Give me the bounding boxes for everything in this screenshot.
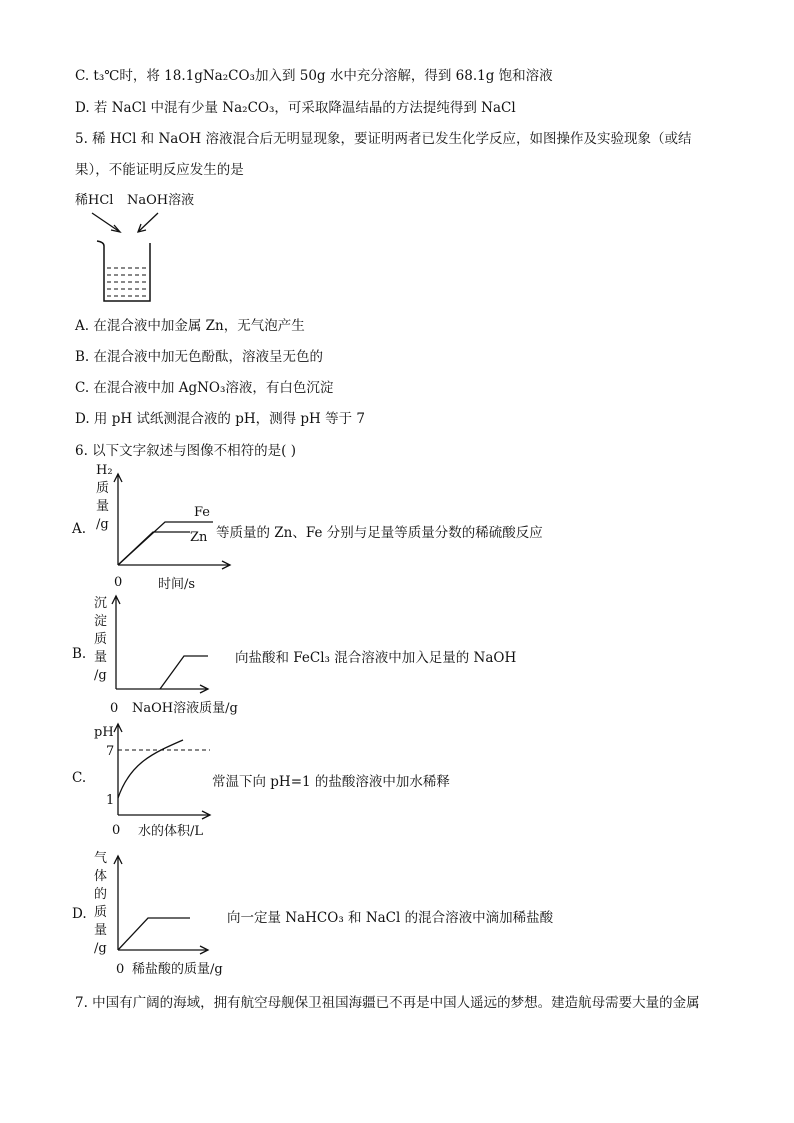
graph-a-series-fe: Fe	[194, 505, 211, 520]
graph-c-tick-7: 7	[106, 744, 115, 759]
q5-option-a: A. 在混合液中加金属 Zn，无气泡产生	[75, 318, 305, 334]
graph-c-ylabel: pH	[94, 725, 114, 740]
graph-b-option: B.	[72, 646, 87, 662]
label-dilute-hcl: 稀HCl	[75, 193, 114, 208]
question-6: 6. 以下文字叙述与图像不相符的是( )	[75, 443, 296, 459]
graph-b	[88, 590, 248, 720]
beaker-outline	[97, 241, 150, 301]
q5-option-d: D. 用 pH 试纸测混合液的 pH，测得 pH 等于 7	[75, 411, 366, 427]
arrow-hcl	[92, 213, 120, 232]
question-5-line-2: 果），不能证明反应发生的是	[75, 162, 244, 178]
graph-c-option: C.	[72, 770, 87, 786]
graph-c-tick-1: 1	[106, 793, 115, 808]
graph-a-ylabel-3: 量	[96, 499, 110, 514]
graph-b-ylabel-4: 量	[94, 650, 108, 665]
graph-d-line-gas	[118, 918, 190, 950]
graph-b-origin: 0	[110, 701, 119, 716]
q5-option-c: C. 在混合液中加 AgNO₃溶液，有白色沉淀	[75, 380, 334, 396]
graph-a-line-zn	[118, 532, 190, 565]
graph-d-caption: 向一定量 NaHCO₃ 和 NaCl 的混合溶液中滴加稀盐酸	[227, 910, 554, 926]
q5-option-b: B. 在混合液中加无色酚酞，溶液呈无色的	[75, 349, 324, 365]
graph-d-xlabel: 稀盐酸的质量/g	[132, 962, 223, 977]
graph-d-ylabel-1: 气	[94, 851, 108, 866]
graph-c-xlabel: 水的体积/L	[138, 824, 204, 839]
option-d-q4: D. 若 NaCl 中混有少量 Na₂CO₃，可采取降温结晶的方法提纯得到 NaCl	[75, 100, 516, 116]
graph-b-ylabel-2: 淀	[94, 614, 108, 629]
graph-d-ylabel-2: 体	[94, 869, 108, 884]
graph-a-caption: 等质量的 Zn、Fe 分别与足量等质量分数的稀硫酸反应	[216, 525, 543, 541]
graph-c-ph-curve	[118, 740, 183, 798]
graph-b-ylabel-3: 质	[94, 632, 108, 647]
graph-d-option: D.	[72, 906, 87, 922]
graph-a-xlabel: 时间/s	[158, 577, 196, 592]
graph-d-origin: 0	[116, 962, 125, 977]
graph-a-origin: 0	[114, 575, 123, 590]
graph-b-ylabel-5: /g	[94, 668, 107, 683]
graph-d-ylabel-5: 量	[94, 923, 108, 938]
graph-b-xlabel: NaOH溶液质量/g	[132, 701, 238, 716]
graph-b-ylabel-1: 沉	[94, 596, 108, 611]
arrow-naoh	[138, 213, 158, 232]
graph-a-ylabel-4: /g	[96, 517, 109, 532]
graph-b-caption: 向盐酸和 FeCl₃ 混合溶液中加入足量的 NaOH	[235, 650, 517, 666]
graph-d-ylabel-3: 的	[94, 887, 108, 902]
graph-a-series-zn: Zn	[190, 530, 208, 545]
graph-c	[88, 718, 228, 840]
graph-d-ylabel-6: /g	[94, 941, 107, 956]
option-c-q4: C. t₃℃时，将 18.1gNa₂CO₃加入到 50g 水中充分溶解，得到 68.1g 饱和溶液	[75, 68, 553, 84]
graph-a-ylabel-2: 质	[96, 481, 110, 496]
graph-a-option: A.	[72, 521, 87, 537]
beaker-figure	[70, 188, 210, 308]
graph-c-caption: 常温下向 pH=1 的盐酸溶液中加水稀释	[212, 774, 450, 790]
graph-b-line-precipitate	[160, 656, 208, 689]
question-7: 7. 中国有广阔的海域，拥有航空母舰保卫祖国海疆已不再是中国人遥远的梦想。建造航母需要大量的金属	[75, 995, 700, 1011]
label-naoh-solution: NaOH溶液	[127, 193, 195, 208]
liquid-level	[107, 268, 148, 296]
graph-a-ylabel-1: H₂	[96, 463, 113, 478]
graph-c-origin: 0	[112, 823, 121, 838]
graph-d	[88, 846, 248, 978]
question-5-line-1: 5. 稀 HCl 和 NaOH 溶液混合后无明显现象，要证明两者已发生化学反应，如图操作及实验现象（或结	[75, 131, 692, 147]
graph-d-ylabel-4: 质	[94, 905, 108, 920]
